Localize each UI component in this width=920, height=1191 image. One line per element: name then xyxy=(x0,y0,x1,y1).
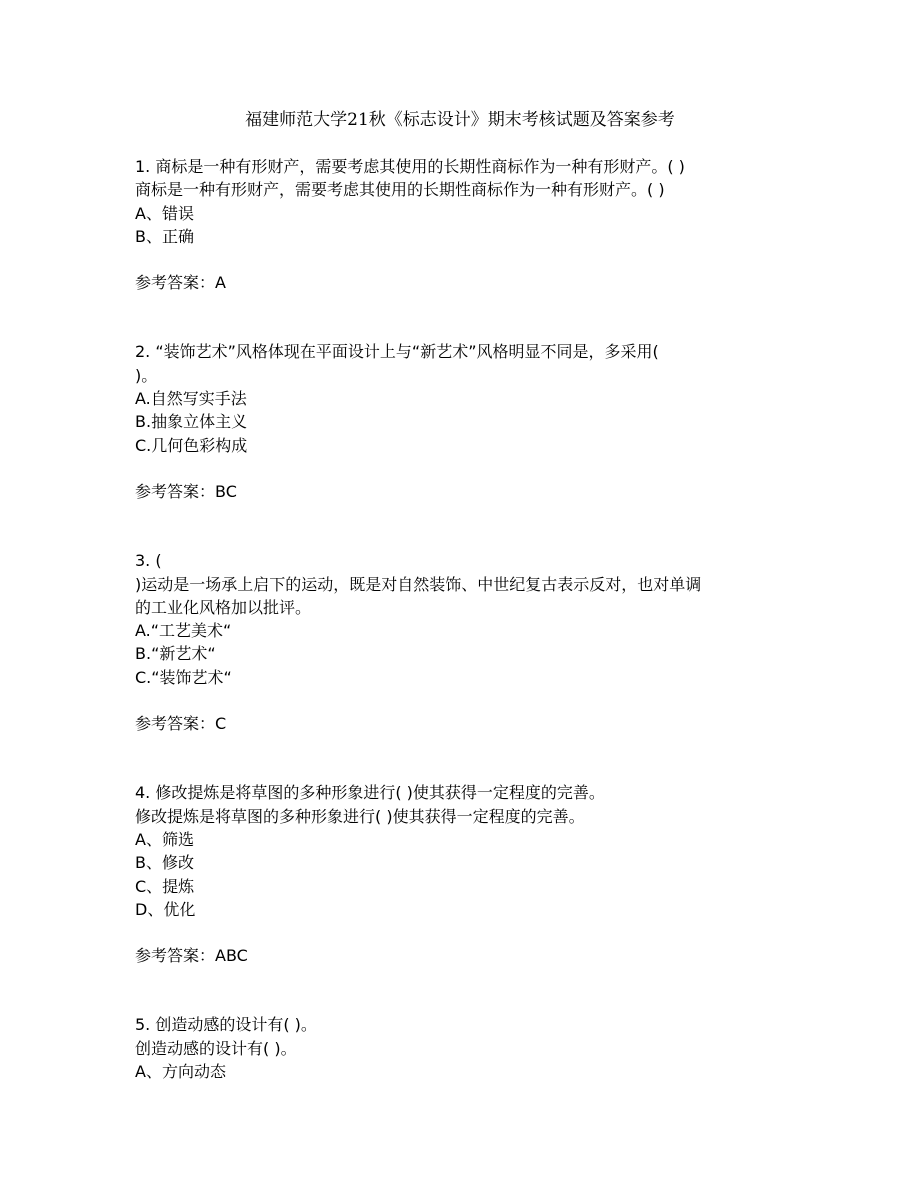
question-stem: 1. 商标是一种有形财产，需要考虑其使用的长期性商标作为一种有形财产。( ) xyxy=(135,157,685,176)
question-5 xyxy=(135,1013,795,1083)
question-stem: 2. “装饰艺术”风格体现在平面设计上与“新艺术”风格明显不同是，多采用( xyxy=(135,342,659,362)
option-a: A、错误 xyxy=(135,203,194,223)
question-stem: 修改提炼是将草图的多种形象进行( )使其获得一定程度的完善。 xyxy=(135,806,585,826)
question-stem: 4. 修改提炼是将草图的多种形象进行( )使其获得一定程度的完善。 xyxy=(135,783,605,803)
option-a: A.“工艺美术“ xyxy=(135,621,232,641)
question-2 xyxy=(135,340,795,503)
answer: 参考答案：BC xyxy=(135,481,237,501)
option-c: C.几何色彩构成 xyxy=(135,435,248,455)
question-3 xyxy=(135,549,795,735)
option-a: A.自然写实手法 xyxy=(135,389,247,409)
document-title: 福建师范大学21秋《标志设计》期末考核试题及答案参考 xyxy=(245,110,675,130)
option-b: B.“新艺术“ xyxy=(135,644,216,664)
option-b: B、修改 xyxy=(135,853,194,873)
option-c: C、提炼 xyxy=(135,876,195,896)
question-stem: 3. ( xyxy=(135,551,162,571)
question-4 xyxy=(135,781,795,967)
question-list xyxy=(135,155,795,1105)
option-c: C.“装饰艺术“ xyxy=(135,667,232,687)
question-stem: 5. 创造动感的设计有( )。 xyxy=(135,1015,317,1035)
option-a: A、方向动态 xyxy=(135,1062,226,1082)
option-b: B、正确 xyxy=(135,226,194,246)
question-stem: 创造动感的设计有( )。 xyxy=(135,1038,297,1058)
answer: 参考答案：C xyxy=(135,714,227,734)
question-1 xyxy=(135,155,795,294)
option-b: B.抽象立体主义 xyxy=(135,412,248,432)
question-stem: 的工业化风格加以批评。 xyxy=(135,597,312,617)
question-stem: 商标是一种有形财产，需要考虑其使用的长期性商标作为一种有形财产。( ) xyxy=(135,180,665,200)
question-stem: )运动是一场承上启下的运动，既是对自然装饰、中世纪复古表示反对，也对单调 xyxy=(135,574,702,594)
option-a: A、筛选 xyxy=(135,829,194,849)
question-stem: )。 xyxy=(135,365,158,385)
answer: 参考答案：A xyxy=(135,273,226,293)
answer: 参考答案：ABC xyxy=(135,946,248,966)
option-d: D、优化 xyxy=(135,899,196,919)
